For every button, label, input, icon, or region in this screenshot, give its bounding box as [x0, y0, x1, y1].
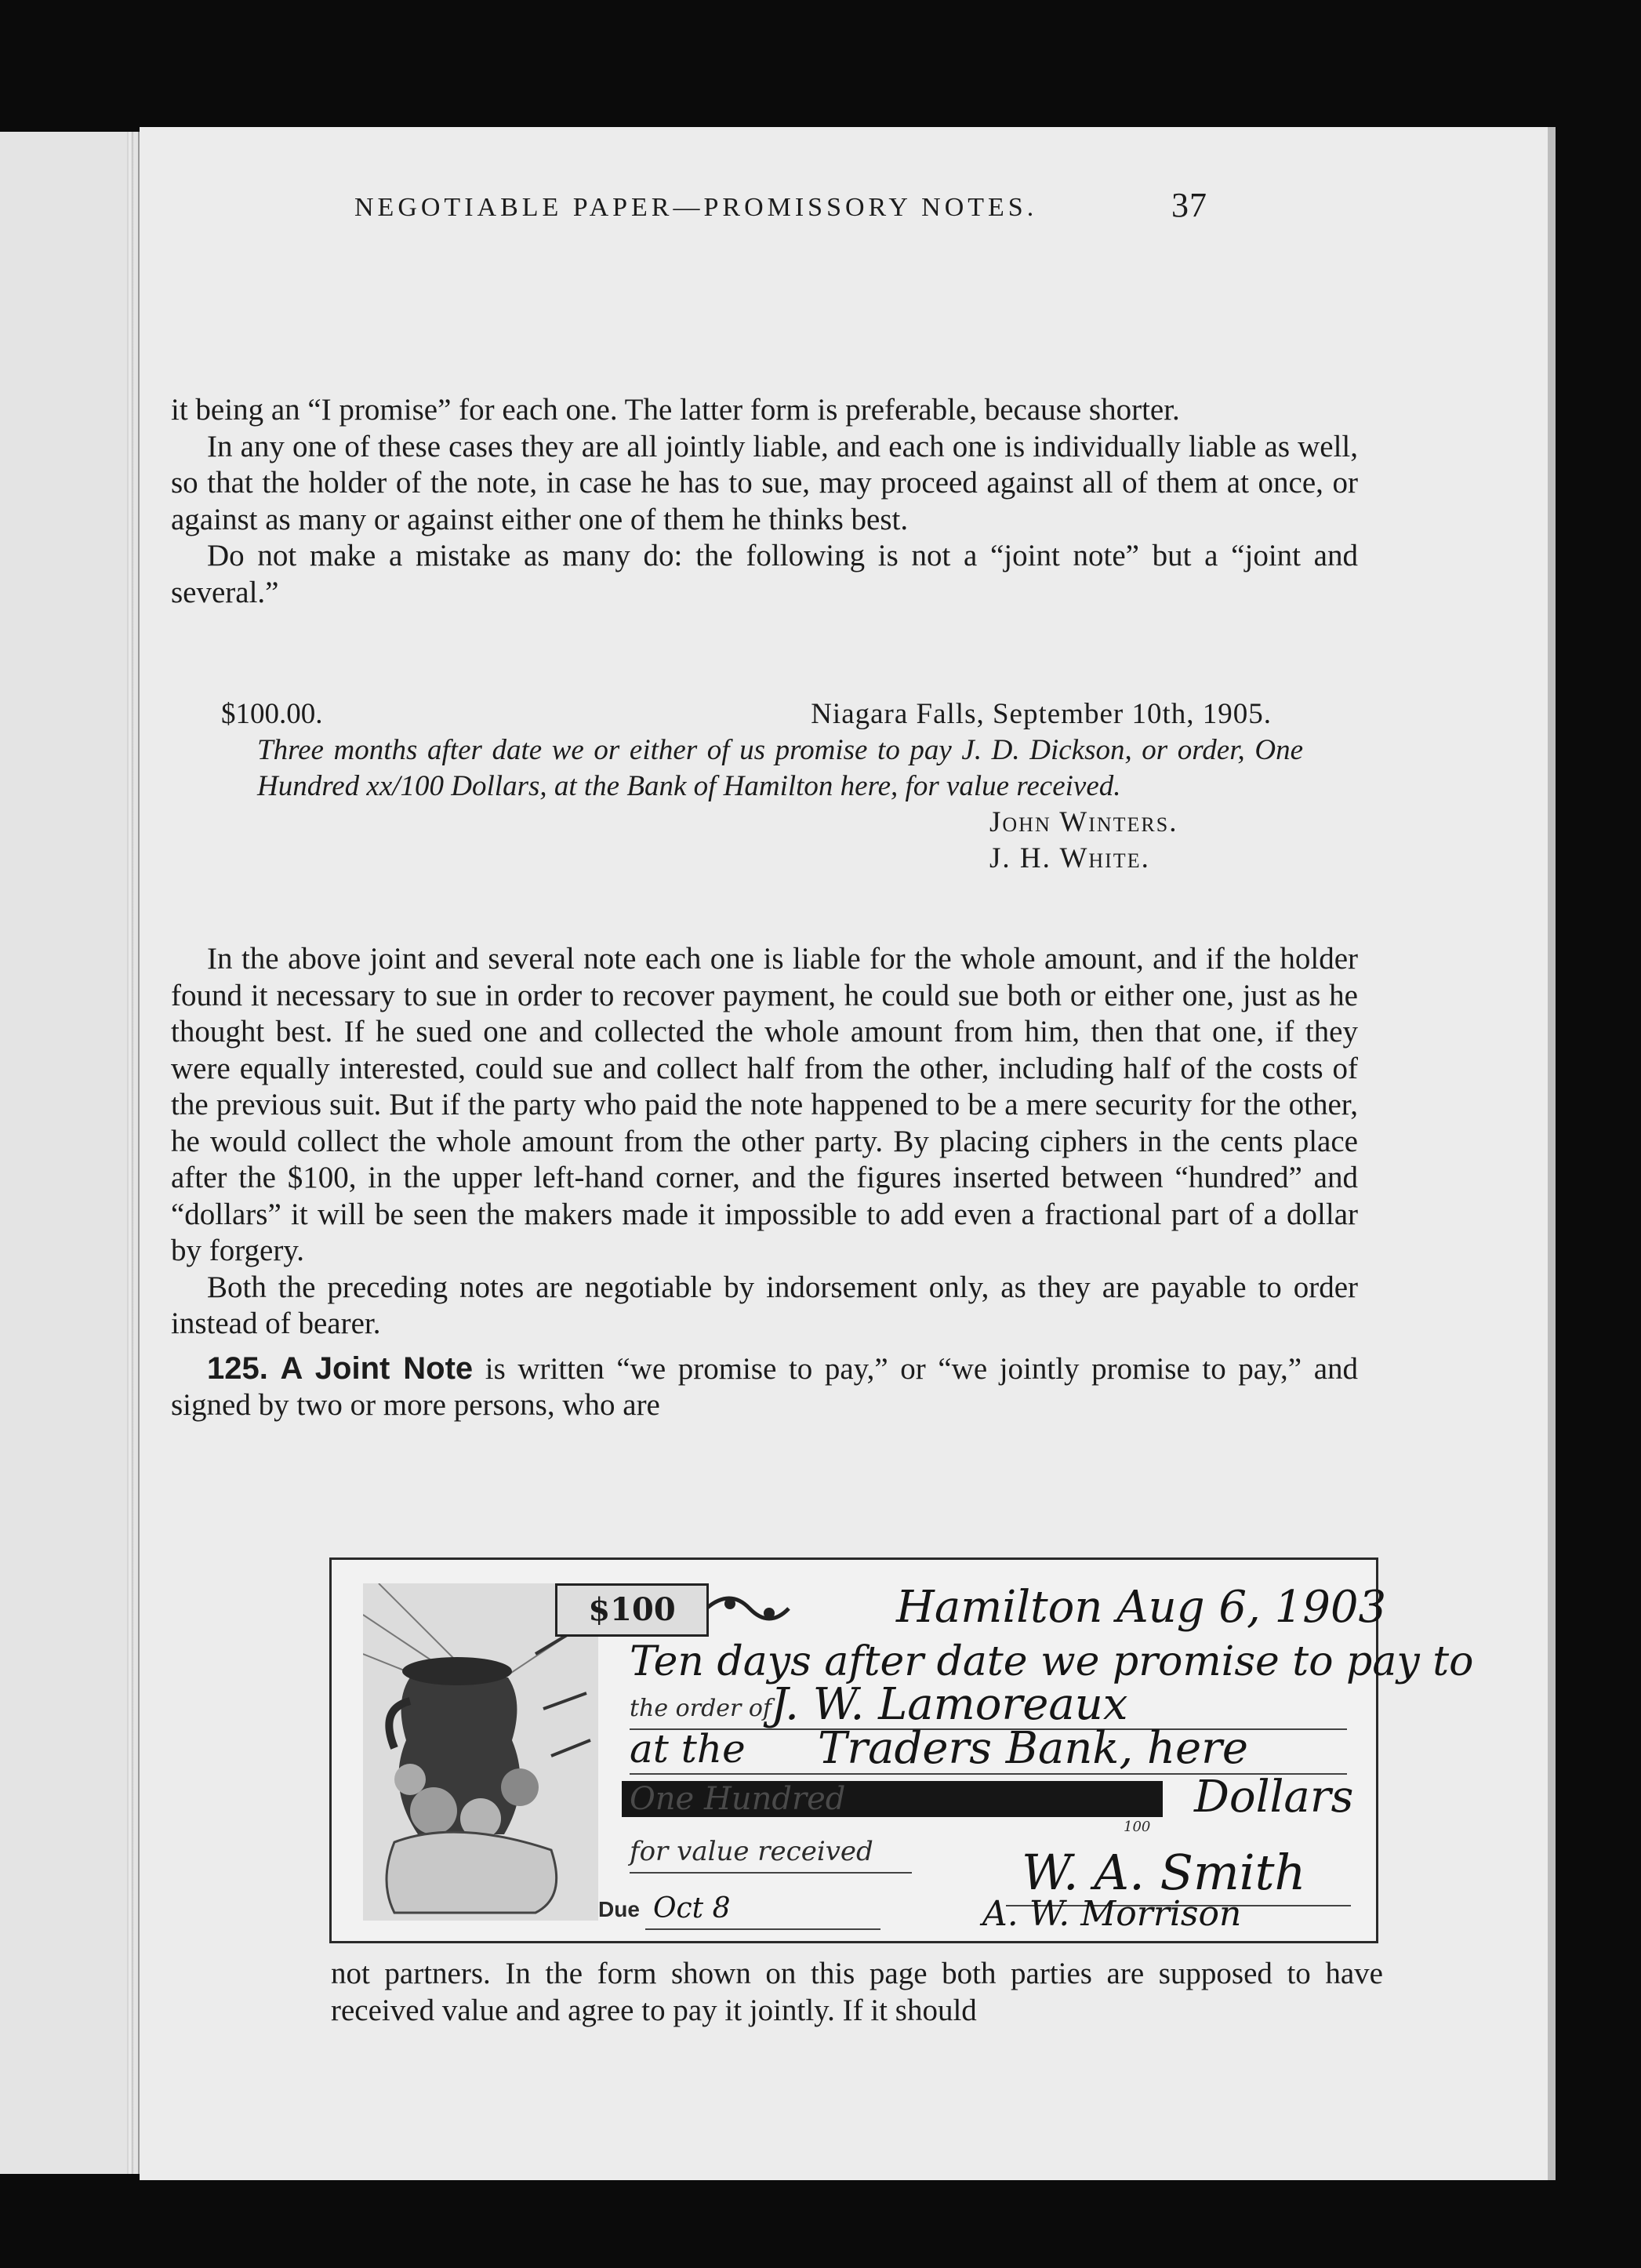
- signature-2: A. W. Morrison: [982, 1894, 1242, 1934]
- paragraph-2: In any one of these cases they are all jointly liable, and each one is individually liable as well, so that the holder of the note, in case he has to sue, may proceed against all of them at once, or against as many or against either one of them he thinks best.: [171, 429, 1358, 536]
- paragraph-3: Do not make a mistake as many do: the following is not a “joint note” but a “joint and several.”: [171, 539, 1358, 609]
- cheque-bank: Traders Bank, here: [818, 1723, 1249, 1774]
- dollars-label: Dollars: [1194, 1772, 1354, 1823]
- cheque-place-date: Hamilton Aug 6, 1903: [896, 1582, 1387, 1633]
- section-125: [171, 1350, 1358, 1424]
- due-label: Due: [598, 1897, 640, 1921]
- paragraph-1: it being an “I promise” for each one. The latter form is preferable, because shorter.: [171, 393, 1180, 427]
- intro-text: [171, 392, 1358, 611]
- paragraph-5: Both the preceding notes are negotiable by indorsement only, as they are payable to order instead of bearer.: [171, 1270, 1358, 1340]
- section-lead: A Joint Note: [280, 1350, 474, 1386]
- cheque-payee: J. W. Lamoreaux: [771, 1679, 1128, 1730]
- closing-text: [331, 1956, 1383, 2029]
- page-number: 37: [1171, 186, 1207, 224]
- note-signer-2: J. H. White.: [989, 842, 1150, 874]
- explanation-text: [171, 941, 1358, 1424]
- joint-and-several-note: [221, 696, 1303, 877]
- note-body: Three months after date we or either of us promise to pay J. D. Dickson, or order, One Hundred xx/100 Dollars, at the Bank of Hamilton here, for value received.: [257, 734, 1303, 802]
- cheque-line-1: Ten days after date we promise to pay to: [630, 1638, 1474, 1685]
- joint-note-cheque: [329, 1557, 1474, 1943]
- cents-label: 100: [1124, 1819, 1151, 1835]
- cheque-amount-box: $100: [555, 1583, 709, 1637]
- signature-1: W. A. Smith: [1022, 1844, 1306, 1901]
- flourish-ornament-icon: [706, 1588, 793, 1629]
- sum-in-words-redacted: One Hundred: [622, 1781, 1163, 1817]
- note-signer-1: John Winters.: [989, 806, 1178, 838]
- running-header: [0, 185, 1641, 232]
- order-of-label: the order of: [630, 1695, 772, 1722]
- value-received-label: for value received: [630, 1836, 873, 1867]
- at-label: at the: [630, 1726, 746, 1772]
- due-date: Oct 8: [653, 1892, 731, 1925]
- left-page-edge: [0, 132, 141, 2174]
- paragraph-4: In the above joint and several note each one is liable for the whole amount, and if the holder found it necessary to sue in order to recover payment, he could sue both or either one, just as he thought best. If he sued one and collected the whole amount from him, then that one, if they were equally interested, could sue and collect half from the other, including half of the costs of the previous suit. But if the party who paid the note happened to be a mere security for the other, he would collect the whole amount from the other party. By placing ciphers in the cents place after the $100, in the upper left-hand corner, and the figures inserted between “hundred” and “dollars” it will be seen the makers made it impossible to add even a fractional part of a dollar by forgery.: [171, 942, 1358, 1267]
- section-number: 125.: [207, 1350, 268, 1386]
- note-place-date: Niagara Falls, September 10th, 1905.: [811, 698, 1272, 730]
- header-title: NEGOTIABLE PAPER—PROMISSORY NOTES.: [354, 193, 1038, 222]
- closing-paragraph: not partners. In the form shown on this page both parties are supposed to have received value and agree to pay it jointly. If it should: [331, 1957, 1383, 2027]
- note-amount: $100.00.: [221, 698, 323, 730]
- section-text: is written “we promise to pay,” or “we jointly promise to pay,” and signed by two or more persons, who are: [171, 1351, 1358, 1422]
